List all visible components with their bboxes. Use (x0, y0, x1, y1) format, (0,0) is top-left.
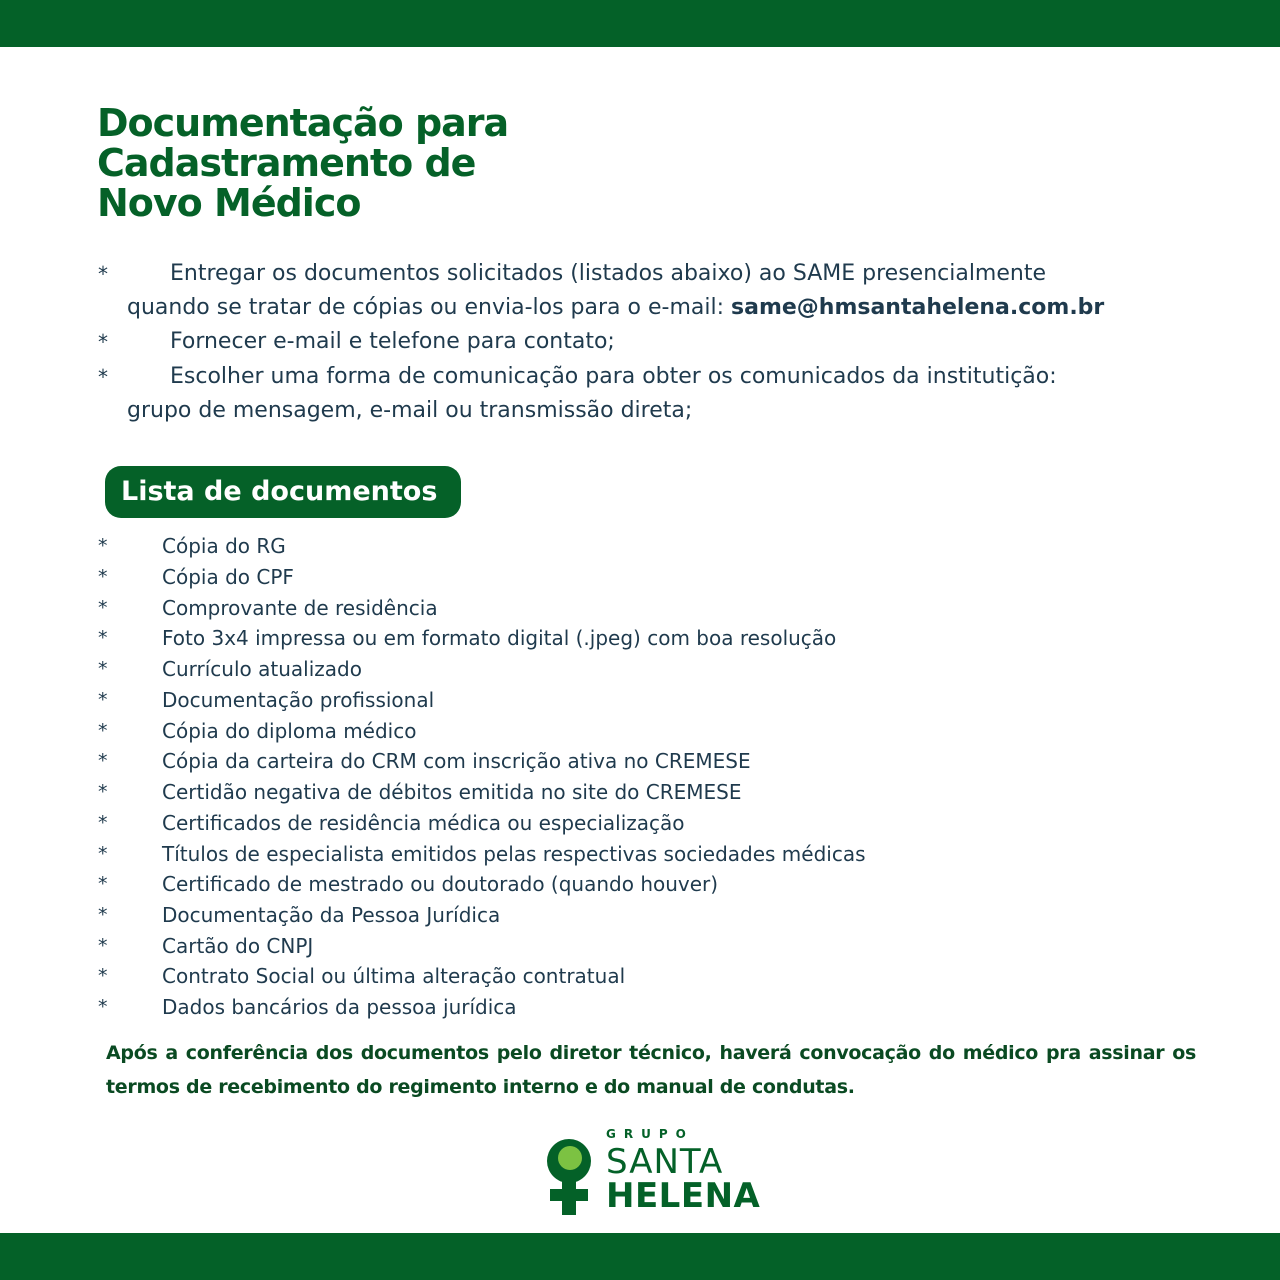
title-line-2: Cadastramento de (97, 141, 476, 185)
document-label: Cópia do RG (162, 534, 286, 558)
document-item (0, 872, 900, 903)
document-label: Certificado de mestrado ou doutorado (quando houver) (162, 872, 719, 896)
grupo-santa-helena-logo (540, 1125, 761, 1217)
logo-grupo-text: GRUPO (606, 1127, 694, 1141)
document-item (0, 534, 900, 565)
document-label: Comprovante de residência (162, 596, 438, 620)
bullet-star: * (98, 535, 108, 557)
bullet-star: * (98, 658, 108, 680)
document-item (0, 811, 900, 842)
document-item (0, 749, 900, 780)
title-line-3: Novo Médico (97, 181, 361, 225)
instruction-1-line-2 (127, 293, 1104, 323)
document-item (0, 565, 900, 596)
document-item (0, 842, 900, 873)
instruction-1-text: quando se tratar de cópias ou envia-los para o e-mail: (127, 295, 731, 320)
document-label: Documentação da Pessoa Jurídica (162, 903, 501, 927)
document-item (0, 719, 900, 750)
document-item (0, 657, 900, 688)
document-label: Contrato Social ou última alteração contratual (162, 964, 626, 988)
document-item (0, 964, 900, 995)
instruction-3-line-2: grupo de mensagem, e-mail ou transmissão direta; (127, 398, 693, 423)
bullet-star: * (98, 627, 108, 649)
document-item (0, 903, 900, 934)
document-list-heading: Lista de documentos (105, 466, 461, 518)
bullet-star: * (98, 935, 108, 957)
bullet-star: * (98, 781, 108, 803)
bullet-star: * (98, 597, 108, 619)
contact-email: same@hmsantahelena.com.br (731, 295, 1105, 320)
bullet-star: * (98, 720, 108, 742)
bullet-star: * (98, 873, 108, 895)
document-label: Cópia do CPF (162, 565, 294, 589)
title-line-1: Documentação para (97, 101, 509, 145)
bullet-star: * (98, 330, 108, 354)
document-label: Currículo atualizado (162, 657, 362, 681)
document-label: Títulos de especialista emitidos pelas respectivas sociedades médicas (162, 842, 866, 866)
page-title (97, 103, 697, 223)
instruction-1-line-1: Entregar os documentos solicitados (listados abaixo) ao SAME presencialmente (170, 261, 1047, 286)
document-label: Dados bancários da pessoa jurídica (162, 995, 517, 1019)
logo-santa-text: SANTA (606, 1142, 724, 1182)
closing-note: Após a conferência dos documentos pelo diretor técnico, haverá convocação do médico pra assinar os termos de recebimento do regimento interno e do manual de condutas. (106, 1042, 1196, 1098)
bullet-star: * (98, 965, 108, 987)
document-label: Cópia do diploma médico (162, 719, 417, 743)
document-item (0, 995, 900, 1026)
document-item (0, 780, 900, 811)
document-label: Cartão do CNPJ (162, 934, 314, 958)
bullet-star: * (98, 750, 108, 772)
bullet-star: * (98, 365, 108, 389)
bullet-star: * (98, 843, 108, 865)
instruction-2: Fornecer e-mail e telefone para contato; (170, 329, 615, 354)
instruction-3-line-1: Escolher uma forma de comunicação para obter os comunicados da institutição: (170, 364, 1057, 389)
document-item (0, 688, 900, 719)
venus-cross-logo-icon (540, 1133, 600, 1217)
bullet-star: * (98, 812, 108, 834)
document-label: Certidão negativa de débitos emitida no site do CREMESE (162, 780, 742, 804)
document-item (0, 596, 900, 627)
bullet-star: * (98, 689, 108, 711)
document-label: Certificados de residência médica ou especialização (162, 811, 685, 835)
top-banner (0, 0, 1280, 47)
bullet-star: * (98, 996, 108, 1018)
document-label: Foto 3x4 impressa ou em formato digital (.jpeg) com boa resolução (162, 626, 837, 650)
bottom-banner (0, 1233, 1280, 1280)
bullet-star: * (98, 262, 108, 286)
document-label: Documentação profissional (162, 688, 435, 712)
bullet-star: * (98, 904, 108, 926)
document-label: Cópia da carteira do CRM com inscrição ativa no CREMESE (162, 749, 751, 773)
document-item (0, 626, 900, 657)
bullet-star: * (98, 566, 108, 588)
document-item (0, 934, 900, 965)
logo-helena-text: HELENA (606, 1176, 761, 1216)
